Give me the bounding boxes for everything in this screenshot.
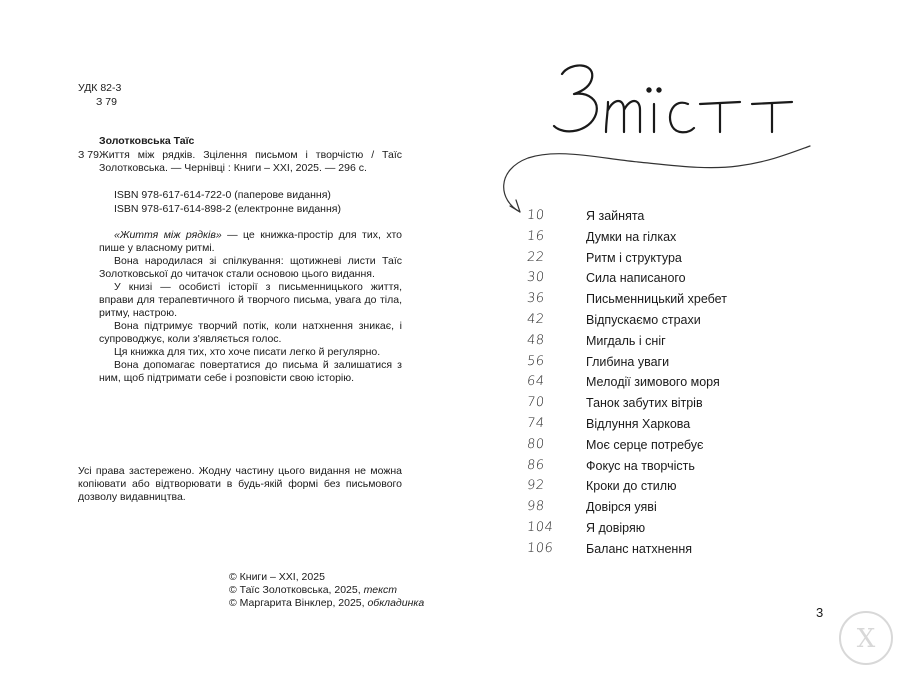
udk-code: УДК 82-3 xyxy=(78,82,122,94)
toc-chapter-title: Сила написаного xyxy=(586,271,686,286)
annotation-paragraph: Вона народилася зі спілкування: щотижневі листи Таїс Золотковської до читачок стали основою цього видання. xyxy=(99,255,402,280)
toc-page-number: 74 xyxy=(526,415,546,431)
toc-chapter-title: Фокус на творчість xyxy=(586,458,695,473)
toc-page-number: 36 xyxy=(526,291,546,307)
toc-chapter-title: Письменницький хребет xyxy=(586,292,727,307)
isbn-electronic: ISBN 978-617-614-898-2 (електронне видання) xyxy=(114,203,341,215)
book-title-italic: «Життя між рядків» xyxy=(114,229,222,241)
toc-chapter-title: Баланс натхнення xyxy=(586,541,693,556)
annotation xyxy=(99,229,402,385)
toc-page-number: 64 xyxy=(526,374,546,390)
toc-chapter-title: Танок забутих вітрів xyxy=(586,396,703,411)
annotation-paragraph xyxy=(99,229,402,255)
annotation-paragraph: Ця книжка для тих, хто хоче писати легко й регулярно. xyxy=(114,346,381,358)
toc-page-number: 16 xyxy=(526,228,546,244)
toc-chapter-title: Ритм і структура xyxy=(586,250,682,265)
annotation-paragraph: Вона допомагає повертатися до письма й залишатися з ним, щоб підтримати себе і розповісти свою історію. xyxy=(99,359,402,384)
toc-chapter-title: Думки на гілках xyxy=(586,229,677,244)
toc-chapter-title: Відпускаємо страхи xyxy=(586,312,701,327)
bbk-code: З 79 xyxy=(96,96,117,108)
toc-chapter-title: Кроки до стилю xyxy=(586,479,677,494)
toc-chapter-title: Я довіряю xyxy=(586,520,646,535)
copyright-author: © Таїс Золотковська, 2025, текст xyxy=(229,584,397,596)
toc-chapter-title: Моє серце потребує xyxy=(586,437,704,452)
toc-page-number: 70 xyxy=(526,395,546,411)
toc-page-number: 48 xyxy=(526,332,546,348)
toc-page-number: 10 xyxy=(526,208,546,223)
copyright-publisher: © Книги – ХХІ, 2025 xyxy=(229,571,325,583)
toc-chapter-title: Відлуння Харкова xyxy=(586,416,691,431)
isbn-paper: ISBN 978-617-614-722-0 (паперове видання) xyxy=(114,189,331,201)
publisher-seal-icon xyxy=(838,610,894,666)
toc-page-number: 56 xyxy=(526,353,546,369)
author-code: З 79 xyxy=(78,149,99,161)
toc-chapter-title: Мигдаль і сніг xyxy=(586,333,666,348)
copyright-illustrator: © Маргарита Вінклер, 2025, обкладинка xyxy=(229,597,425,609)
toc-title-handwritten xyxy=(540,52,810,152)
toc-page-number: 104 xyxy=(526,519,555,535)
bibliographic-description: Життя між рядків. Зцілення письмом і творчістю / Таїс Золотковська. — Чернівці : Книги – ХХІ, 2025. — 296 с. xyxy=(99,149,402,174)
annotation-paragraph: Вона підтримує творчий потік, коли натхнення зникає, і супроводжує, коли з'являється голос. xyxy=(99,320,402,345)
toc-chapter-title: Я зайнята xyxy=(586,209,645,223)
toc-page-number: 22 xyxy=(526,249,546,265)
toc-page-number: 86 xyxy=(526,457,546,473)
annotation-paragraph: У книзі — особисті історії з письменницького життя, вправи для терапевтичного й творчого письма, увага до тіла, ритму, настрою. xyxy=(99,281,402,319)
toc-chapter-title: Мелодії зимового моря xyxy=(586,375,720,390)
toc-page-number: 98 xyxy=(526,499,546,515)
toc-chapter-title: Глибина уваги xyxy=(586,354,670,369)
page-number: 3 xyxy=(816,605,824,620)
toc-chapter-title: Довірся уяві xyxy=(586,500,657,515)
author-name: Золотковська Таїс xyxy=(99,135,195,147)
copyright-block xyxy=(229,571,424,610)
svg-text:Х: Х xyxy=(856,624,876,654)
annotation-text: — це книжка-простір для тих, хто пише у власному ритмі. xyxy=(99,229,402,254)
toc-page-number: 92 xyxy=(526,478,546,494)
toc-page-number: 42 xyxy=(526,311,546,327)
rights-notice: Усі права застережено. Жодну частину цього видання не можна копіювати або відтворювати в будь-якій формі без письмового дозволу видавництва. xyxy=(78,465,402,503)
toc-page-number: 80 xyxy=(526,436,546,452)
toc-page-number: 106 xyxy=(526,540,555,556)
toc-page-number: 30 xyxy=(526,270,546,286)
